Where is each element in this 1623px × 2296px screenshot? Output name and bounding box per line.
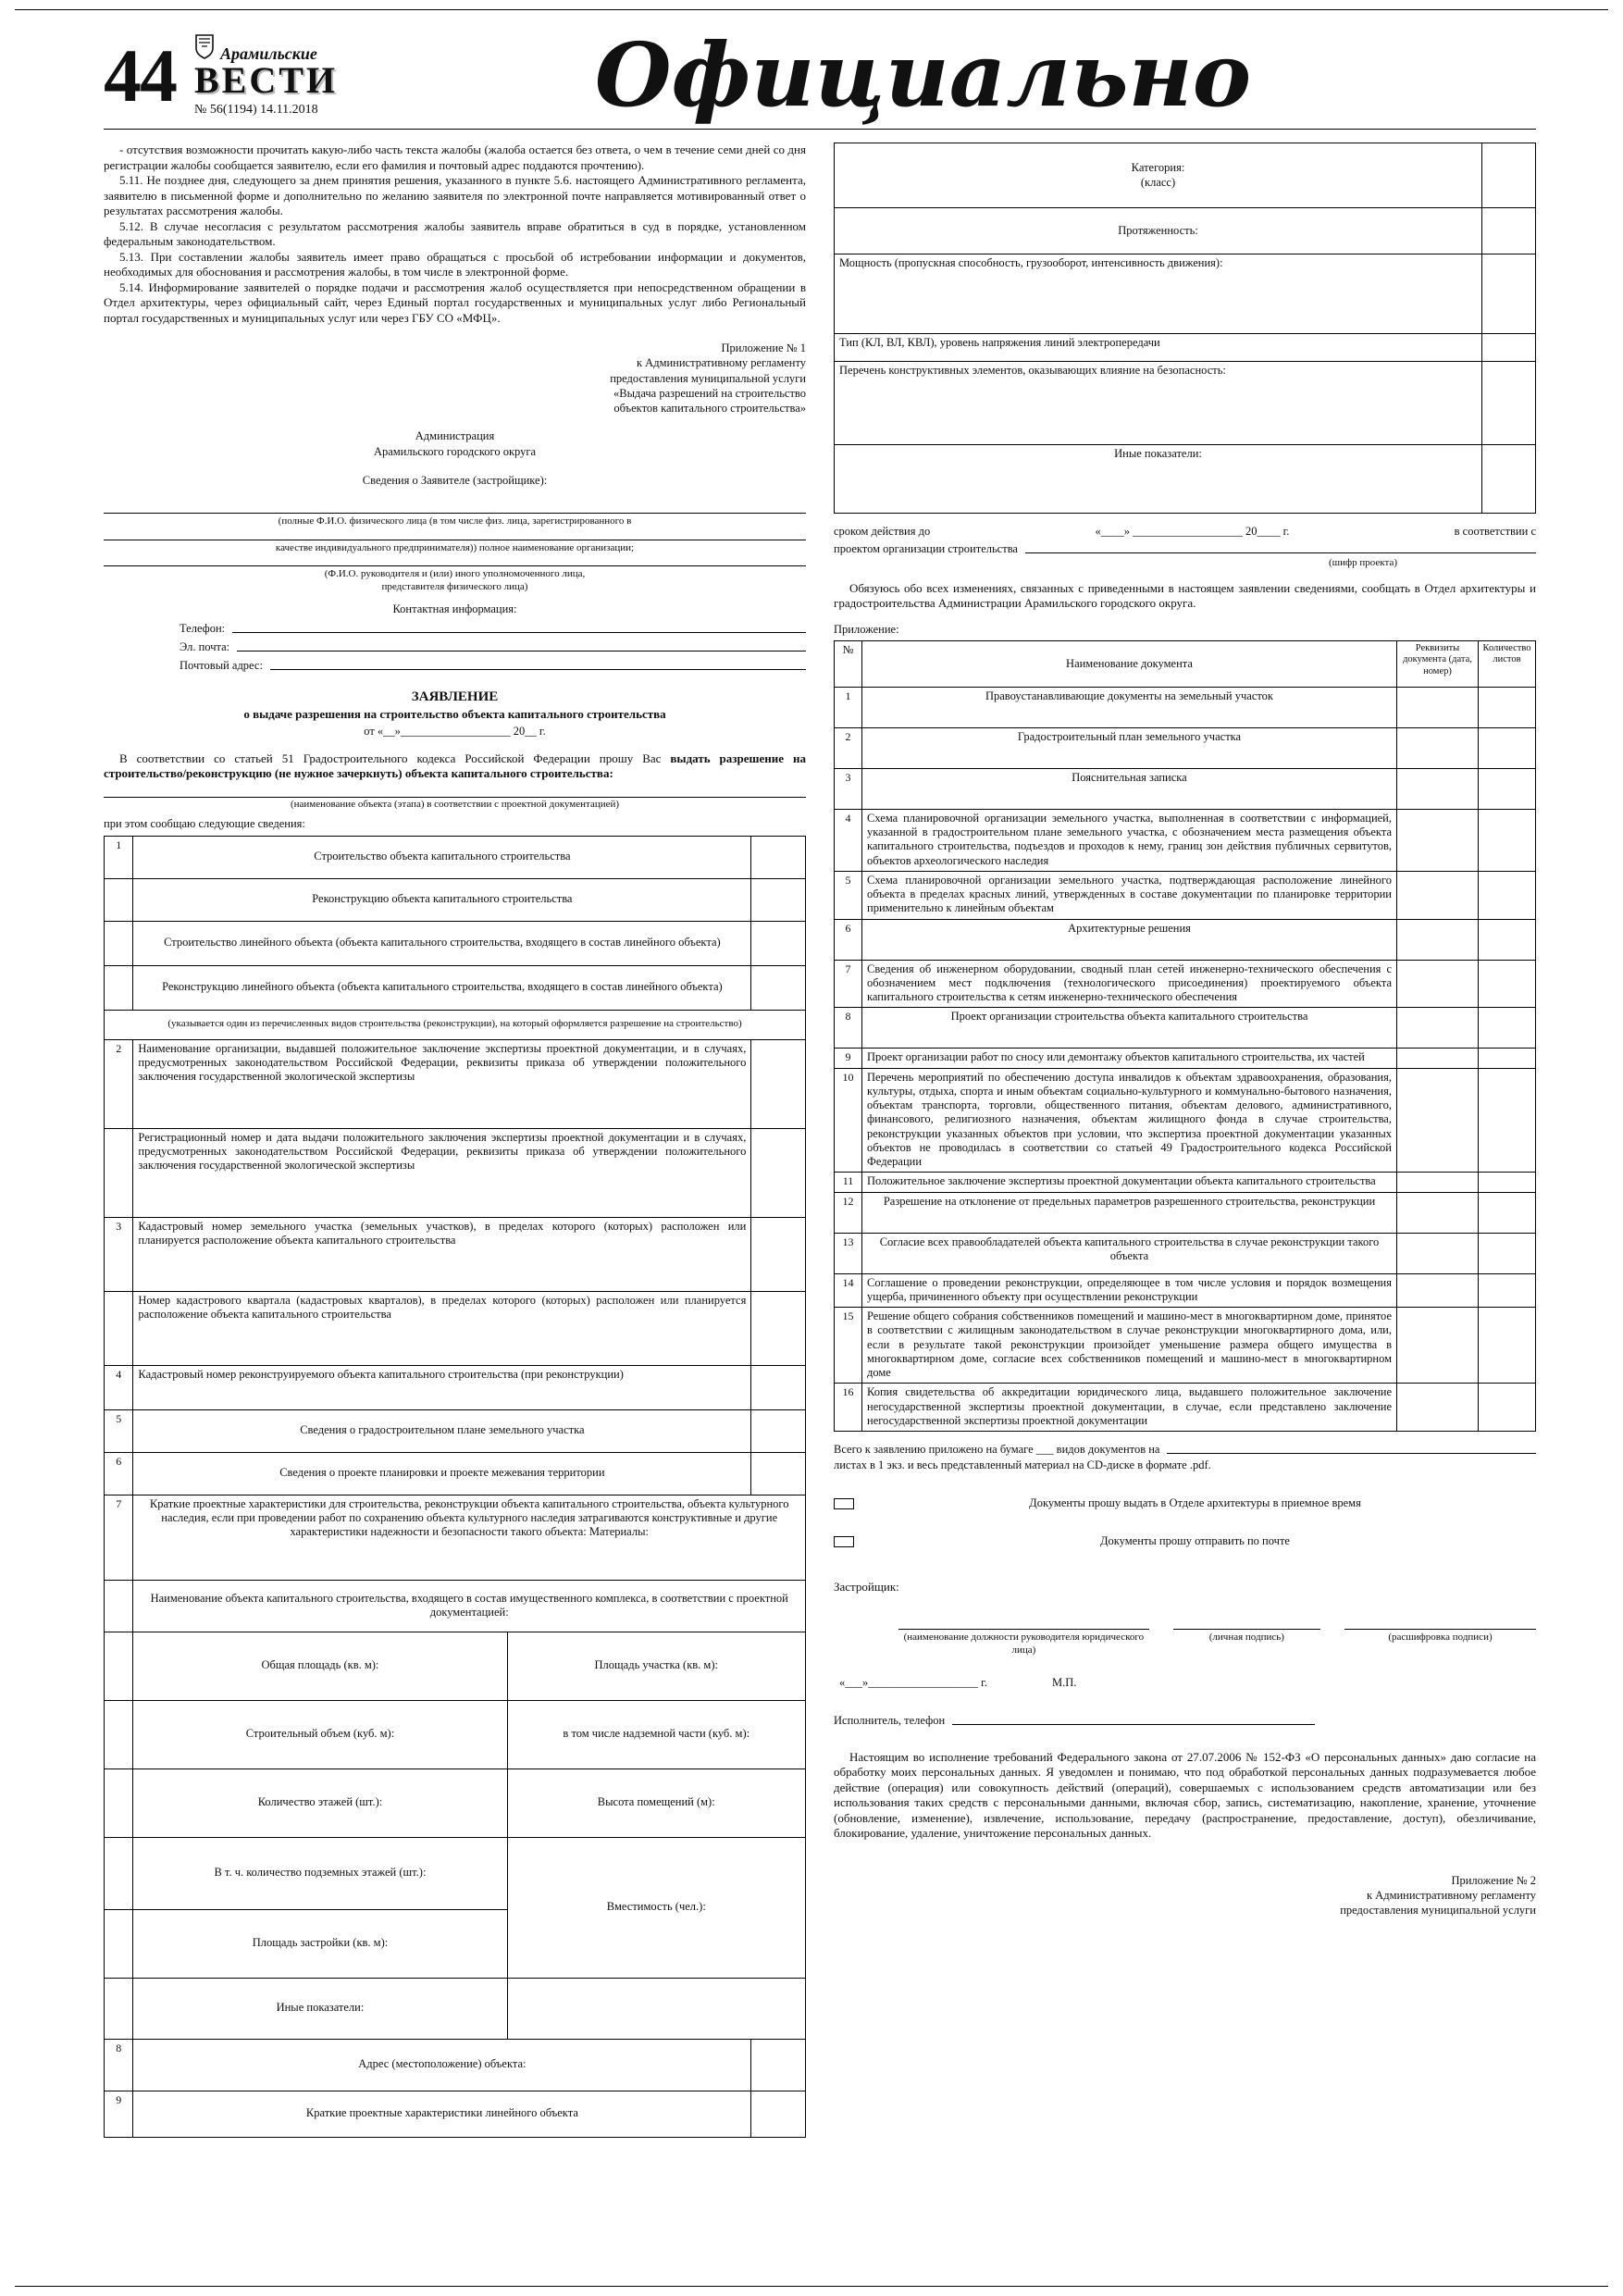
field-caption: представителя физического лица)	[381, 581, 528, 593]
attachment-sheets-cell	[1479, 1049, 1536, 1068]
annex-2-reference	[834, 1873, 1536, 1918]
signature-line	[1344, 1619, 1536, 1630]
statement-title: ЗАЯВЛЕНИЕ	[411, 689, 499, 704]
complaint-paragraph: 5.14. Информирование заявителей о порядке подачи и рассмотрения жалоб осуществляется при непосредственном обращении в Отдел архитектуры, через официальный сайт, через Единый портал государственных и муниципальных услуг либо Региональный портал государственных и муниципальных услуг или через ГБУ СО «МФЦ».	[104, 279, 806, 325]
value-cell	[751, 836, 806, 878]
attachment-details-cell	[1397, 1049, 1479, 1068]
row-number-spacer	[105, 1909, 133, 1978]
attachment-details-cell	[1397, 1192, 1479, 1233]
row-number: 2	[105, 1039, 133, 1128]
attachment-document-name: Решение общего собрания собственников помещений и машино-мест в многоквартирном доме, принятое в соответствии с жилищным законодательством в случае реконструкции многоквартирного дома, или, если в результате такой реконструкции произойдет уменьшение размера общего имущества в многоквартирном доме, согласие всех собственников помещений и машино-мест в многоквартирном доме	[862, 1308, 1397, 1384]
category-label-cell	[835, 143, 1482, 208]
attachment-details-cell	[1397, 1173, 1479, 1192]
administration-line: Арамильского городского округа	[373, 445, 537, 459]
project-cipher-field-line	[1025, 542, 1536, 553]
delivery-option-mail-label: Документы прошу отправить по почте	[1100, 1534, 1290, 1547]
attachment-sheets-cell	[1479, 1233, 1536, 1273]
attachment-details-cell	[1397, 1308, 1479, 1384]
signature-caption: (личная подпись)	[1208, 1632, 1284, 1643]
attachments-total-blank	[1167, 1443, 1536, 1454]
cadastral-number-label: Кадастровый номер земельного участка (земельных участков), в пределах которого (которых) расположен или планируется расположение объекта капитального строительства	[133, 1217, 751, 1291]
masthead-top-label: Арамильские	[220, 44, 317, 63]
contact-info-heading: Контактная информация:	[392, 602, 517, 615]
signature-decryption-column	[1344, 1619, 1536, 1657]
administration-heading	[104, 428, 806, 460]
attachments-total-text: Всего к заявлению приложено на бумаге ___ видов документов на	[834, 1443, 1160, 1456]
construction-type-note: (указывается один из перечисленных видов строительства (реконструкции), на который оформляется разрешение на строительство)	[105, 1010, 806, 1039]
signature-line	[1173, 1619, 1320, 1630]
attachment-row	[835, 1192, 1536, 1233]
attachment-number: 14	[835, 1273, 862, 1308]
structural-elements-label: Перечень конструктивных элементов, оказывающих влияние на безопасность:	[835, 362, 1482, 445]
attachment-sheets-cell	[1479, 919, 1536, 960]
value-cell	[1482, 362, 1536, 445]
value-cell	[751, 1291, 806, 1365]
attachment-row	[835, 1384, 1536, 1432]
attachment-document-name: Копия свидетельства об аккредитации юридического лица, выдавшего положительное заключение негосударственной экспертизы проектной документации, в случае, если представлено заключение негосударственной экспертизы проектной документации	[862, 1384, 1397, 1432]
value-cell	[751, 1365, 806, 1409]
value-cell	[1482, 334, 1536, 362]
validity-prefix: сроком действия до	[834, 525, 931, 538]
annex-line: объектов капитального строительства»	[613, 402, 806, 415]
value-cell	[751, 1039, 806, 1128]
expertise-reg-number-label: Регистрационный номер и дата выдачи положительного заключения экспертизы проектной документации и в случаях, предусмотренных законодательством Российской Федерации, реквизиты приказа об утверждении положительного заключения государственной экологической экспертизы	[133, 1128, 751, 1217]
attachment-number: 6	[835, 919, 862, 960]
value-cell	[751, 1217, 806, 1291]
row-number-spacer	[105, 1632, 133, 1700]
attachment-document-name: Положительное заключение экспертизы проектной документации объекта капитального строительства	[862, 1173, 1397, 1192]
attachment-number: 16	[835, 1384, 862, 1432]
value-cell	[751, 965, 806, 1010]
masthead	[104, 24, 1536, 127]
attachment-row	[835, 687, 1536, 727]
annex-line: Приложение № 2	[1451, 1873, 1536, 1887]
attachment-document-name: Градостроительный план земельного участка	[862, 727, 1397, 768]
delivery-option-pickup-label: Документы прошу выдать в Отделе архитектуры в приемное время	[1029, 1496, 1361, 1509]
request-text: В соответствии со статьей 51 Градостроительного кодекса Российской Федерации прошу Вас	[119, 751, 671, 765]
developer-label: Застройщик:	[834, 1580, 899, 1594]
category-class-label: (класс)	[1140, 175, 1176, 189]
application-details-table	[104, 836, 806, 2138]
section-title: Официально	[594, 24, 1252, 127]
postal-address-field	[104, 659, 806, 673]
issue-number: № 56(1194) 14.11.2018	[194, 103, 318, 117]
attachment-document-name: Архитектурные решения	[862, 919, 1397, 960]
administration-line: Администрация	[415, 429, 495, 443]
attachment-details-cell	[1397, 768, 1479, 809]
attachment-details-cell	[1397, 1273, 1479, 1308]
attachment-number: 1	[835, 687, 862, 727]
value-cell	[1482, 143, 1536, 208]
signature-caption: (наименование должности руководителя юридического лица)	[903, 1632, 1145, 1656]
attachment-row	[835, 809, 1536, 871]
value-cell	[751, 878, 806, 921]
signature-personal-column	[1173, 1619, 1320, 1657]
validity-period-line	[834, 525, 1536, 539]
attachment-details-cell	[1397, 960, 1479, 1008]
power-label: Мощность (пропускная способность, грузооборот, интенсивность движения):	[835, 254, 1482, 334]
attachment-row	[835, 1068, 1536, 1173]
linear-object-characteristics-label: Краткие проектные характеристики линейного объекта	[133, 2091, 751, 2137]
attachment-details-cell	[1397, 727, 1479, 768]
attachment-row	[835, 768, 1536, 809]
attachment-document-name: Разрешение на отклонение от предельных параметров разрешенного строительства, реконструкции	[862, 1192, 1397, 1233]
annex-line: к Административному регламенту	[636, 356, 806, 370]
request-paragraph	[104, 751, 806, 782]
postal-address-label: Почтовый адрес:	[180, 658, 263, 672]
attachment-row	[835, 1008, 1536, 1049]
attachment-number: 12	[835, 1192, 862, 1233]
attachment-row	[835, 960, 1536, 1008]
annex-line: «Выдача разрешений на строительство	[613, 386, 806, 400]
attachment-document-name: Перечень мероприятий по обеспечению доступа инвалидов к объектам здравоохранения, образования, культуры, отдыха, спорта и иным объектам социально-культурного и коммунально-бытового назначения, объектам транспорта, торговли, общественного питания, объектам делового, административного, финансового, религиозного назначения, объектам жилищного фонда в случае строительства, реконструкции указанных объектов при условии, что экспертиза проектной документации указанных объектов не проводилась в соответствии со статьей 49 Градостроительного кодекса Российской Федерации	[862, 1068, 1397, 1173]
attachment-number: 13	[835, 1233, 862, 1273]
attachment-row	[835, 727, 1536, 768]
signature-position-column	[898, 1619, 1149, 1657]
reconstruction-cadastral-label: Кадастровый номер реконструируемого объекта капитального строительства (при реконструкции)	[133, 1365, 751, 1409]
complaint-paragraph: 5.13. При составлении жалобы заявитель имеет право обращаться с просьбой об истребовании информации и документов, необходимых для обоснования и рассмотрения жалобы, в том числе в электронной форме.	[104, 249, 806, 279]
value-cell	[751, 921, 806, 965]
above-ground-volume-label: в том числе надземной части (куб. м):	[507, 1700, 805, 1769]
attachment-document-name: Проект организации работ по сносу или демонтажу объектов капитального строительства, их частей	[862, 1049, 1397, 1068]
value-cell	[1482, 254, 1536, 334]
attachment-row	[835, 1308, 1536, 1384]
executor-label: Исполнитель, телефон	[834, 1713, 946, 1727]
construction-type-option: Строительство линейного объекта (объекта капитального строительства, входящего в состав линейного объекта)	[133, 921, 751, 965]
email-label: Эл. почта:	[180, 639, 230, 653]
annex-1-reference	[104, 341, 806, 416]
floors-count-label: Количество этажей (шт.):	[133, 1769, 507, 1837]
attachment-document-name: Правоустанавливающие документы на земельный участок	[862, 687, 1397, 727]
page-bottom-rule	[15, 2286, 1608, 2287]
project-organization-line	[834, 542, 1536, 556]
attachment-number: 10	[835, 1068, 862, 1173]
linear-object-table	[834, 143, 1536, 514]
construction-type-option: Реконструкцию линейного объекта (объекта капитального строительства, входящего в состав линейного объекта)	[133, 965, 751, 1010]
attachment-document-name: Схема планировочной организации земельного участка, выполненная в соответствии с информацией, указанной в градостроительном плане земельного участка, с обозначением места размещения объекта капитального строительства, подъездов и проходов к нему, границ зон действия публичных сервитутов, объектов археологического наследия	[862, 809, 1397, 871]
length-label: Протяженность:	[835, 208, 1482, 254]
project-organization-label: проектом организации строительства	[834, 542, 1018, 555]
attachment-sheets-cell	[1479, 727, 1536, 768]
room-height-label: Высота помещений (м):	[507, 1769, 805, 1837]
annex-line: Приложение № 1	[721, 341, 806, 354]
masthead-title: ВЕСТИ	[194, 59, 339, 101]
attachment-document-name: Схема планировочной организации земельного участка, подтверждающая расположение линейного объекта в пределах красных линий, утвержденных в составе документации по планировке территории применительно к линейным объектам	[862, 871, 1397, 919]
left-column	[104, 143, 806, 2138]
annex-line: предоставления муниципальной услуги	[1340, 1904, 1536, 1917]
construction-volume-label: Строительный объем (куб. м):	[133, 1700, 507, 1769]
field-caption: качестве индивидуального предпринимателя)) полное наименование организации;	[275, 541, 635, 553]
statement-subtitle: о выдаче разрешения на строительство объекта капитального строительства	[243, 706, 666, 721]
attachment-details-cell	[1397, 687, 1479, 727]
category-label: Категория:	[1131, 161, 1185, 175]
attachment-row	[835, 1049, 1536, 1068]
value-cell	[751, 2039, 806, 2091]
applicant-name-field-line	[104, 502, 806, 514]
attachment-details-cell	[1397, 1384, 1479, 1432]
executor-line	[834, 1714, 1315, 1728]
annex-line: предоставления муниципальной услуги	[610, 371, 806, 385]
attachment-document-name: Проект организации строительства объекта капитального строительства	[862, 1008, 1397, 1049]
obligation-paragraph: Обязуюсь обо всех изменениях, связанных с приведенными в настоящем заявлении сведениями, сообщать в Отдел архитектуры и градостроительства Администрации Арамильского городского округа.	[834, 580, 1536, 611]
other-indicators-label: Иные показатели:	[133, 1978, 507, 2039]
construction-type-option: Реконструкцию объекта капитального строительства	[133, 878, 751, 921]
attachment-sheets-cell	[1479, 1173, 1536, 1192]
value-cell	[751, 2091, 806, 2137]
field-caption: (полные Ф.И.О. физического лица (в том числе физ. лица, зарегистрированного в	[278, 515, 632, 527]
attachment-sheets-cell	[1479, 1273, 1536, 1308]
complaint-paragraph: - отсутствия возможности прочитать какую-либо часть текста жалобы (жалоба остается без ответа, о чем в течение семи дней со дня регистрации жалобы сообщается заявителю, если его фамилия и почтовый адрес поддаются прочтению).	[104, 143, 806, 172]
delivery-option-pickup	[834, 1496, 1536, 1510]
row-number-spacer	[105, 1837, 133, 1909]
applicant-name-field-line	[104, 528, 806, 540]
attachment-details-cell	[1397, 809, 1479, 871]
capacity-label: Вместимость (чел.):	[507, 1837, 805, 1978]
stamp-placeholder: М.П.	[1051, 1675, 1077, 1689]
attachment-document-name: Сведения об инженерном оборудовании, сводный план сетей инженерно-технического обеспечения с обозначением мест подключения (технологического присоединения) проектируемого объекта капитального строительства к сетям инженерно-технического обеспечения	[862, 960, 1397, 1008]
validity-date-blank: «____» ___________________ 20____ г.	[1095, 525, 1290, 538]
checkbox-icon	[834, 1536, 854, 1547]
row-number: 4	[105, 1365, 133, 1409]
object-address-label: Адрес (местоположение) объекта:	[133, 2039, 751, 2091]
attachment-sheets-cell	[1479, 1384, 1536, 1432]
attachments-table	[834, 640, 1536, 1432]
phone-field	[104, 622, 806, 636]
row-number-spacer	[105, 878, 133, 921]
value-cell	[1482, 208, 1536, 254]
email-field	[104, 640, 806, 654]
value-cell	[507, 1978, 805, 2039]
attachment-sheets-cell	[1479, 871, 1536, 919]
row-number-spacer	[105, 1580, 133, 1632]
checkbox-icon	[834, 1498, 854, 1509]
field-caption: (Ф.И.О. руководителя и (или) иного уполномоченного лица,	[324, 568, 586, 580]
attachment-number: 3	[835, 768, 862, 809]
attachment-sheets-cell	[1479, 1068, 1536, 1173]
annex-line: к Административному регламенту	[1366, 1888, 1536, 1902]
attachment-sheets-cell	[1479, 1308, 1536, 1384]
attachment-sheets-cell	[1479, 1008, 1536, 1049]
object-name-caption: (наименование объекта (этапа) в соответствии с проектной документацией)	[104, 797, 806, 812]
attachment-number: 8	[835, 1008, 862, 1049]
row-number-spacer	[105, 1128, 133, 1217]
delivery-option-mail	[834, 1534, 1536, 1548]
attachment-row	[835, 1273, 1536, 1308]
attachment-number: 4	[835, 809, 862, 871]
phone-field-line	[232, 622, 806, 633]
attachment-number: 15	[835, 1308, 862, 1384]
validity-suffix: в соответствии с	[1454, 525, 1536, 538]
column-header-document-name: Наименование документа	[862, 640, 1397, 687]
attachment-document-name: Пояснительная записка	[862, 768, 1397, 809]
total-area-label: Общая площадь (кв. м):	[133, 1632, 507, 1700]
row-number: 3	[105, 1217, 133, 1291]
page-number: 44	[104, 32, 176, 118]
attachment-document-name: Соглашение о проведении реконструкции, определяющее в том числе условия и порядок возмещения ущерба, причиненного объекту при осуществлении реконструкции	[862, 1273, 1397, 1308]
plot-area-label: Площадь участка (кв. м):	[507, 1632, 805, 1700]
expertise-org-label: Наименование организации, выдавшей положительное заключение экспертизы проектной документации, и в случаях, предусмотренных законодательством Российской Федерации, реквизиты приказа об утверждении положительного заключения государственной экологической экспертизы	[133, 1039, 751, 1128]
postal-address-field-line	[270, 659, 806, 670]
row-number-spacer	[105, 965, 133, 1010]
report-intro-line: при этом сообщаю следующие сведения:	[104, 816, 305, 830]
applicant-head-field-line	[104, 554, 806, 566]
value-cell	[1482, 445, 1536, 514]
object-name-label: Наименование объекта капитального строительства, входящего в состав имущественного комплекса, в соответствии с проектной документацией:	[133, 1580, 806, 1632]
column-header-details: Реквизиты документа (дата, номер)	[1397, 640, 1479, 687]
phone-label: Телефон:	[180, 621, 226, 635]
attachment-row	[835, 1233, 1536, 1273]
attachment-details-cell	[1397, 1008, 1479, 1049]
signature-caption: (расшифровка подписи)	[1388, 1632, 1493, 1643]
attachment-number: 11	[835, 1173, 862, 1192]
complaint-paragraph: 5.11. Не позднее дня, следующего за днем принятия решения, указанного в пункте 5.6. настоящего Административного регламента, заявителю в письменной форме и дополнительно по желанию заявителя по электронной почте направляется мотивированный ответ о результатах рассмотрения жалобы.	[104, 173, 806, 217]
attachment-details-cell	[1397, 871, 1479, 919]
attachment-row	[835, 919, 1536, 960]
row-number: 8	[105, 2039, 133, 2091]
underground-floors-label: В т. ч. количество подземных этажей (шт.):	[133, 1837, 507, 1909]
attachment-number: 2	[835, 727, 862, 768]
attachment-row	[835, 871, 1536, 919]
row-number: 6	[105, 1452, 133, 1495]
attachment-number: 9	[835, 1049, 862, 1068]
executor-phone-line	[952, 1714, 1315, 1725]
column-header-number: №	[835, 640, 862, 687]
attachment-details-cell	[1397, 919, 1479, 960]
attachment-details-cell	[1397, 1233, 1479, 1273]
attachments-total-line	[834, 1443, 1536, 1457]
construction-type-option: Строительство объекта капитального строительства	[133, 836, 751, 878]
value-cell	[751, 1128, 806, 1217]
brief-characteristics-label: Краткие проектные характеристики для строительства, реконструкции объекта капитального строительства, объекта культурного наследия, если при проведении работ по сохранению объекта культурного наследия затрагиваются конструктивные и другие характеристики надежности и безопасности такого объекта: Материалы:	[133, 1495, 806, 1580]
personal-data-consent-paragraph: Настоящим во исполнение требований Федерального закона от 27.07.2006 № 152-ФЗ «О персональных данных» даю согласие на обработку моих персональных данных. Я уведомлен и понимаю, что под обработкой персональных данных подразумевается любое действие (операция) или совокупность действий (операций), совершаемых с использованием средств автоматизации или без использования таких средств с персональными данными, включая сбор, запись, систематизацию, накопление, хранение, уточнение (обновление, изменение), извлечение, использование, передачу (распространение, предоставление, доступ), обезличивание, блокирование, удаление, уничтожение персональных данных.	[834, 1749, 1536, 1840]
attachment-details-cell	[1397, 1068, 1479, 1173]
attachment-number: 5	[835, 871, 862, 919]
attachment-label: Приложение:	[834, 622, 899, 636]
row-number: 7	[105, 1495, 133, 1580]
urban-plan-label: Сведения о градостроительном плане земельного участка	[133, 1409, 751, 1452]
newspaper-logo	[194, 33, 338, 118]
value-cell	[751, 1452, 806, 1495]
right-column	[834, 143, 1536, 2138]
statement-date-line: от «__»___________________ 20__ г.	[364, 724, 546, 738]
page-top-rule	[15, 9, 1608, 10]
date-blank: «___»___________________ г.	[839, 1675, 987, 1689]
row-number: 5	[105, 1409, 133, 1452]
planning-project-label: Сведения о проекте планировки и проекте межевания территории	[133, 1452, 751, 1495]
row-number: 9	[105, 2091, 133, 2137]
attachments-total-line2: листах в 1 экз. и весь представленный материал на CD-диске в формате .pdf.	[834, 1458, 1211, 1471]
attachment-sheets-cell	[1479, 809, 1536, 871]
signature-line	[898, 1619, 1149, 1630]
attachment-sheets-cell	[1479, 687, 1536, 727]
applicant-section-heading: Сведения о Заявителе (застройщике):	[362, 474, 548, 487]
row-number-spacer	[105, 921, 133, 965]
line-type-label: Тип (КЛ, ВЛ, КВЛ), уровень напряжения линий электропередачи	[835, 334, 1482, 362]
attachment-row	[835, 1173, 1536, 1192]
other-indicators-label: Иные показатели:	[835, 445, 1482, 514]
attachment-number: 7	[835, 960, 862, 1008]
value-cell	[751, 1409, 806, 1452]
attachment-sheets-cell	[1479, 768, 1536, 809]
row-number-spacer	[105, 1769, 133, 1837]
row-number: 1	[105, 836, 133, 878]
attachment-sheets-cell	[1479, 960, 1536, 1008]
row-number-spacer	[105, 1291, 133, 1365]
column-header-sheets: Количество листов	[1479, 640, 1536, 687]
signature-block	[834, 1619, 1536, 1657]
masthead-rule	[104, 129, 1536, 130]
complaint-paragraph: 5.12. В случае несогласия с результатом рассмотрения жалобы заявитель вправе обратиться в суд в порядке, установленном федеральным законодательством.	[104, 218, 806, 248]
request-text-bold: выдать разрешение на строительство/реконструкцию (не нужное зачеркнуть) объекта капитального строительства:	[104, 751, 806, 781]
attachment-document-name: Согласие всех правообладателей объекта капитального строительства в случае реконструкции такого объекта	[862, 1233, 1397, 1273]
date-and-stamp-line	[834, 1676, 1536, 1690]
project-cipher-caption: (шифр проекта)	[1329, 557, 1397, 568]
row-number-spacer	[105, 1978, 133, 2039]
attachments-header-row	[835, 640, 1536, 687]
cadastral-quarter-label: Номер кадастрового квартала (кадастровых кварталов), в пределах которого (которых) расположен или планируется расположение объекта капитального строительства	[133, 1291, 751, 1365]
row-number-spacer	[105, 1700, 133, 1769]
email-field-line	[237, 640, 806, 652]
attachment-sheets-cell	[1479, 1192, 1536, 1233]
footprint-area-label: Площадь застройки (кв. м):	[133, 1909, 507, 1978]
